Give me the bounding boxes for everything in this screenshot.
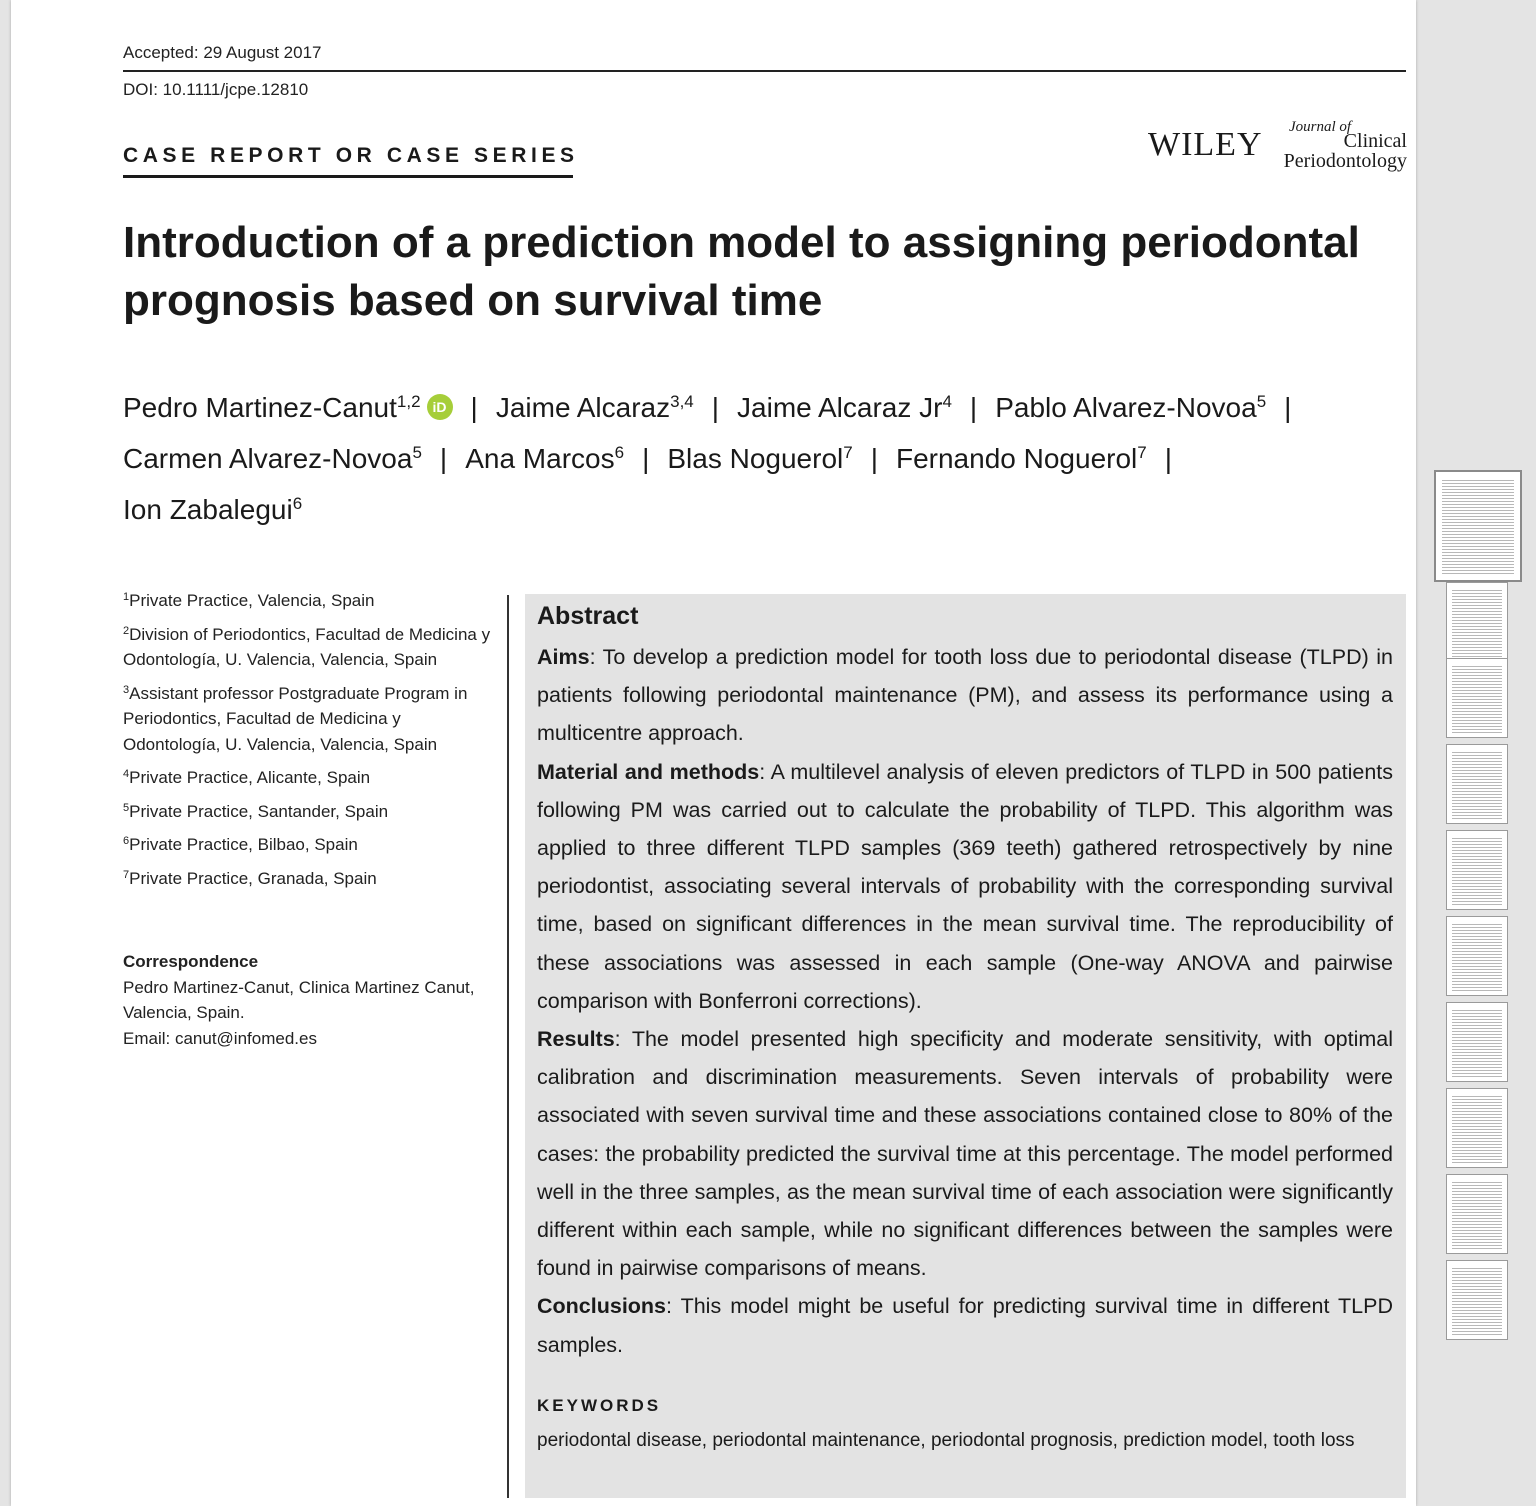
author-separator: | bbox=[1284, 392, 1292, 423]
abstract-methods: Material and methods: A multilevel analysis of eleven predictors of TLPD in 500 patients following PM was carried out to calculate the probability of TLPD. This algorithm was applied to three different TLPD samples (369 teeth) gathered retrospectively by nine periodontist, associating several intervals of probability with the corresponding survival time, based on significant differences in the mean survival time. The reproducibility of these associations was assessed in each sample (One-way ANOVA and pairwise comparison with Bonferroni corrections). bbox=[537, 759, 1394, 1013]
author-name[interactable]: Ion Zabalegui$^6$ bbox=[123, 494, 303, 525]
author-name[interactable]: Blas Noguerol$^7$ bbox=[667, 443, 853, 474]
page-thumbnail[interactable] bbox=[1446, 1260, 1508, 1340]
header-rule bbox=[123, 70, 1406, 72]
page-thumbnail[interactable] bbox=[1446, 744, 1508, 824]
author-name[interactable]: Pablo Alvarez-Novoa$^5$ bbox=[995, 392, 1267, 423]
author-separator: | bbox=[439, 443, 448, 474]
affiliation-item: $^7$Private Practice, Granada, Spain bbox=[123, 868, 377, 888]
journal-logo-line2: Clinical bbox=[1343, 130, 1407, 152]
author-name[interactable]: Fernando Noguerol$^7$ bbox=[895, 443, 1147, 474]
page-thumbnail[interactable] bbox=[1446, 1002, 1508, 1082]
author-separator: | bbox=[711, 392, 720, 423]
author-name[interactable]: Ana Marcos$^6$ bbox=[465, 443, 625, 474]
author-list bbox=[123, 382, 1423, 535]
correspondence-heading: Correspondence bbox=[123, 952, 259, 971]
page-thumbnail[interactable] bbox=[1446, 1088, 1508, 1168]
abstract-body bbox=[537, 638, 1393, 1364]
abstract-box bbox=[525, 594, 1406, 1498]
column-divider bbox=[507, 595, 509, 1498]
document-page bbox=[11, 0, 1416, 1506]
author-separator: | bbox=[870, 443, 878, 474]
affiliation-item: $^1$Private Practice, Valencia, Spain bbox=[123, 591, 375, 610]
affiliation-item: $^6$Private Practice, Bilbao, Spain bbox=[123, 835, 358, 854]
affiliations bbox=[123, 588, 493, 899]
affiliation-item: $^4$Private Practice, Alicante, Spain bbox=[123, 768, 371, 787]
affiliation-item: $^2$Division of Periodontics, Facultad de Medicina y Odontología, U. Valencia, Valencia, Spain bbox=[123, 624, 491, 669]
article-type-underline bbox=[123, 175, 573, 178]
abstract-aims: Aims: To develop a prediction model for tooth loss due to periodontal disease (TLPD) in patients following periodontal maintenance (PM), and assess its performance using a multicentre approach. bbox=[537, 645, 1393, 746]
page-thumbnail[interactable] bbox=[1446, 582, 1508, 662]
abstract-conclusions: Conclusions: This model might be useful for predicting survival time in different TLPD samples. bbox=[537, 1294, 1393, 1357]
page-thumbnail[interactable] bbox=[1446, 830, 1508, 910]
author-separator: | bbox=[642, 443, 650, 474]
author-name[interactable]: Carmen Alvarez-Novoa$^5$ bbox=[123, 443, 422, 474]
correspondence bbox=[123, 949, 493, 1051]
page-thumbnail-sidebar bbox=[1420, 0, 1536, 1506]
page-thumbnail[interactable] bbox=[1446, 916, 1508, 996]
orcid-icon[interactable]: iD bbox=[427, 394, 453, 420]
page-thumbnail[interactable] bbox=[1434, 470, 1522, 582]
author-separator: | bbox=[1164, 443, 1173, 474]
article-title: Introduction of a prediction model to assigning periodontal prognosis based on survival time bbox=[123, 218, 1360, 325]
abstract-heading: Abstract bbox=[537, 602, 639, 630]
affiliation-item: $^5$Private Practice, Santander, Spain bbox=[123, 801, 389, 821]
page-thumbnail[interactable] bbox=[1446, 658, 1508, 738]
author-name[interactable]: Jaime Alcaraz$^{3,4}$ bbox=[495, 392, 694, 423]
keywords-heading: KEYWORDS bbox=[537, 1396, 662, 1415]
keywords-list: periodontal disease, periodontal maintenance, periodontal prognosis, prediction model, tooth loss bbox=[537, 1430, 1355, 1451]
journal-logo bbox=[1283, 120, 1407, 171]
page-thumbnail[interactable] bbox=[1446, 1174, 1508, 1254]
abstract-results: Results: The model presented high specificity and moderate sensitivity, with optimal calibration and discrimination measurements. Seven intervals of probability were associated with seven survival time and these associations contained close to 80% of the cases: the probability predicted the survival time at this percentage. The model performed well in the three samples, as the mean survival time of each association were significantly different within each sample, while no significant differences between the samples were found in pairwise comparisons of means. bbox=[537, 1027, 1393, 1281]
doi-link[interactable]: DOI: 10.1111/jcpe.12810 bbox=[123, 80, 309, 99]
journal-logo-line3: Periodontology bbox=[1283, 150, 1407, 172]
article-type-label: CASE REPORT OR CASE SERIES bbox=[123, 144, 579, 167]
journal-logo-line1: Journal of bbox=[1289, 119, 1352, 135]
author-name[interactable]: Jaime Alcaraz Jr$^4$ bbox=[737, 392, 952, 423]
affiliation-item: $^3$Assistant professor Postgraduate Program in Periodontics, Facultad de Medicina y Odontología, U. Valencia, Valencia, Spain bbox=[123, 683, 468, 754]
publisher-logo: WILEY bbox=[1148, 126, 1263, 163]
author-separator: | bbox=[969, 392, 978, 423]
accepted-date: Accepted: 29 August 2017 bbox=[123, 43, 322, 62]
author-name[interactable]: Pedro Martinez-Canut$^{1,2}$ bbox=[123, 392, 421, 423]
author-separator: | bbox=[470, 392, 478, 423]
correspondence-address: Pedro Martinez-Canut, Clinica Martinez Canut, Valencia, Spain. bbox=[123, 977, 475, 1022]
correspondence-email[interactable]: Email: canut@infomed.es bbox=[123, 1028, 317, 1048]
